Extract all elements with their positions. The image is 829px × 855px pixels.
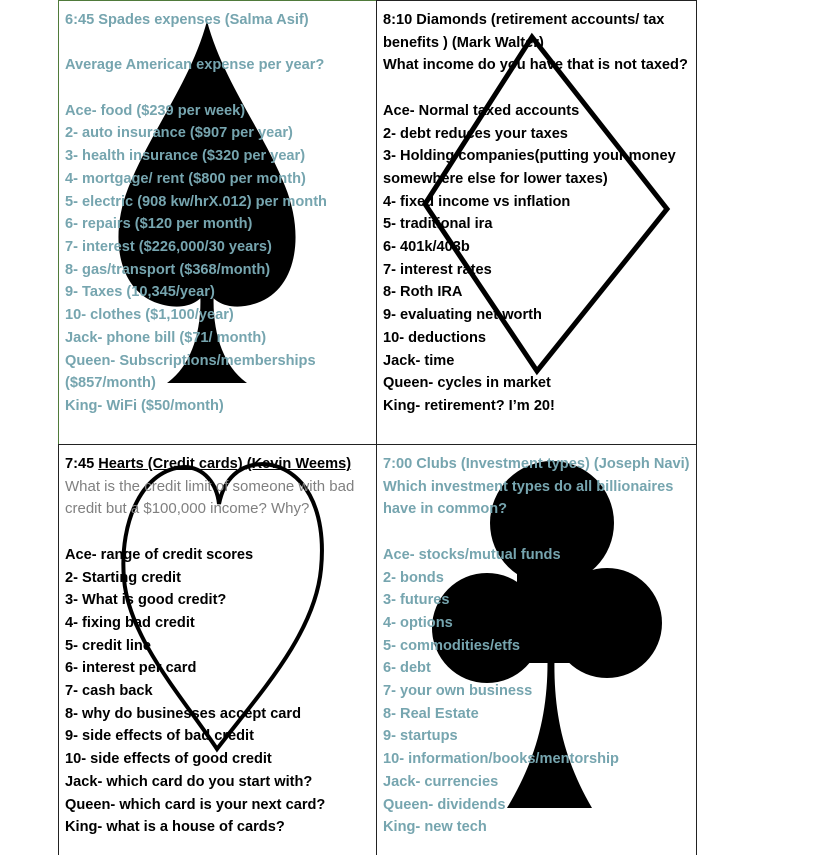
list-item: 2- debt reduces your taxes: [383, 125, 568, 142]
list-item: 6- interest per card: [65, 660, 197, 677]
spacer: [383, 521, 692, 544]
clubs-question: Which investment types do all billionaires have in common?: [383, 478, 674, 518]
hearts-title-suit: Hearts (Credit cards): [98, 456, 243, 472]
hearts-title-person: (Kevin Weems): [246, 456, 352, 472]
spacer: [65, 521, 372, 544]
hearts-question: What is the credit limit of someone with bad credit but a $100,000 income? Why?: [65, 477, 355, 518]
list-item: Queen- which card is your next card?: [65, 796, 326, 813]
list-item: 4- options: [383, 614, 453, 631]
list-item: Ace- food ($239 per week): [65, 102, 246, 119]
diamonds-cell: [376, 0, 697, 445]
clubs-cell: [376, 444, 697, 855]
list-item: Queen- dividends: [383, 796, 506, 813]
spades-cell: [58, 0, 377, 445]
list-item: Jack- phone bill ($71/ month): [65, 329, 267, 346]
clubs-title: 7:00 Clubs (Investment types) (Joseph Navi): [383, 456, 690, 472]
list-item: Queen- cycles in market: [383, 375, 551, 392]
list-item: 10- clothes ($1,100/year): [65, 307, 234, 324]
list-item: 8- Roth IRA: [383, 284, 463, 301]
list-item: Ace- Normal taxed accounts: [383, 102, 580, 119]
list-item: 7- interest ($226,000/30 years): [65, 239, 272, 255]
list-item: 2- bonds: [383, 569, 444, 586]
list-item: 8- Real Estate: [383, 705, 479, 722]
list-item: 9- evaluating net worth: [383, 307, 542, 324]
list-item: 10- side effects of good credit: [65, 751, 272, 768]
list-item: King- new tech: [383, 819, 487, 836]
list-item: 6- 401k/403b: [383, 239, 470, 256]
list-item: 4- fixed income vs inflation: [383, 193, 571, 210]
list-item: 9- Taxes (10,345/year): [65, 284, 215, 301]
list-item: King- retirement? I’m 20!: [383, 397, 555, 414]
list-item: Jack- time: [383, 352, 455, 369]
clubs-text: [383, 453, 692, 839]
list-item: 4- mortgage/ rent ($800 per month): [65, 170, 306, 187]
list-item: 7- cash back: [65, 683, 153, 700]
list-item: 10- information/books/mentorship: [383, 751, 619, 768]
spacer: [65, 77, 372, 100]
list-item: 6- debt: [383, 660, 431, 677]
list-item: King- WiFi ($50/month): [65, 397, 224, 414]
list-item: 4- fixing bad credit: [65, 614, 195, 631]
list-item: 5- electric (908 kw/hrX.012) per month: [65, 193, 327, 210]
spacer: [383, 77, 692, 100]
list-item: 2- auto insurance ($907 per year): [65, 125, 293, 142]
spacer: [65, 32, 372, 55]
list-item: King- what is a house of cards?: [65, 819, 285, 836]
list-item: 3- health insurance ($320 per year): [65, 148, 306, 165]
diamonds-question: What income do you have that is not taxed?: [383, 57, 688, 74]
spades-text: [65, 9, 372, 418]
diamonds-title: 8:10 Diamonds (retirement accounts/ tax benefits ) (Mark Walter): [383, 12, 665, 51]
list-item: 5- traditional ira: [383, 216, 493, 233]
list-item: 6- repairs ($120 per month): [65, 216, 253, 233]
list-item: 8- gas/transport ($368/month): [65, 261, 271, 278]
list-item: 8- why do businesses accept card: [65, 705, 302, 722]
hearts-cell: [58, 444, 377, 855]
list-item: Queen- Subscriptions/memberships ($857/month): [65, 352, 316, 392]
list-item: 9- startups: [383, 728, 458, 745]
list-item: Jack- which card do you start with?: [65, 773, 313, 790]
list-item: 3- futures: [383, 592, 450, 609]
list-item: 3- Holding companies(putting your money somewhere else for lower taxes): [383, 148, 676, 187]
list-item: Ace- range of credit scores: [65, 546, 254, 563]
list-item: 2- Starting credit: [65, 569, 181, 586]
hearts-text: [65, 453, 372, 839]
list-item: 7- your own business: [383, 683, 533, 700]
list-item: 5- commodities/etfs: [383, 637, 521, 654]
spades-question: Average American expense per year?: [65, 57, 325, 74]
list-item: Ace- stocks/mutual funds: [383, 546, 561, 563]
list-item: 3- What is good credit?: [65, 592, 227, 609]
list-item: 5- credit line: [65, 637, 151, 654]
hearts-title: [65, 453, 372, 476]
hearts-title-time: 7:45: [65, 456, 99, 472]
diamonds-text: [383, 9, 692, 418]
list-item: 9- side effects of bad credit: [65, 728, 254, 745]
spades-title: 6:45 Spades expenses (Salma Asif): [65, 12, 309, 28]
suits-table: [58, 0, 697, 855]
list-item: 10- deductions: [383, 329, 486, 346]
list-item: 7- interest rates: [383, 261, 492, 278]
list-item: Jack- currencies: [383, 773, 499, 790]
